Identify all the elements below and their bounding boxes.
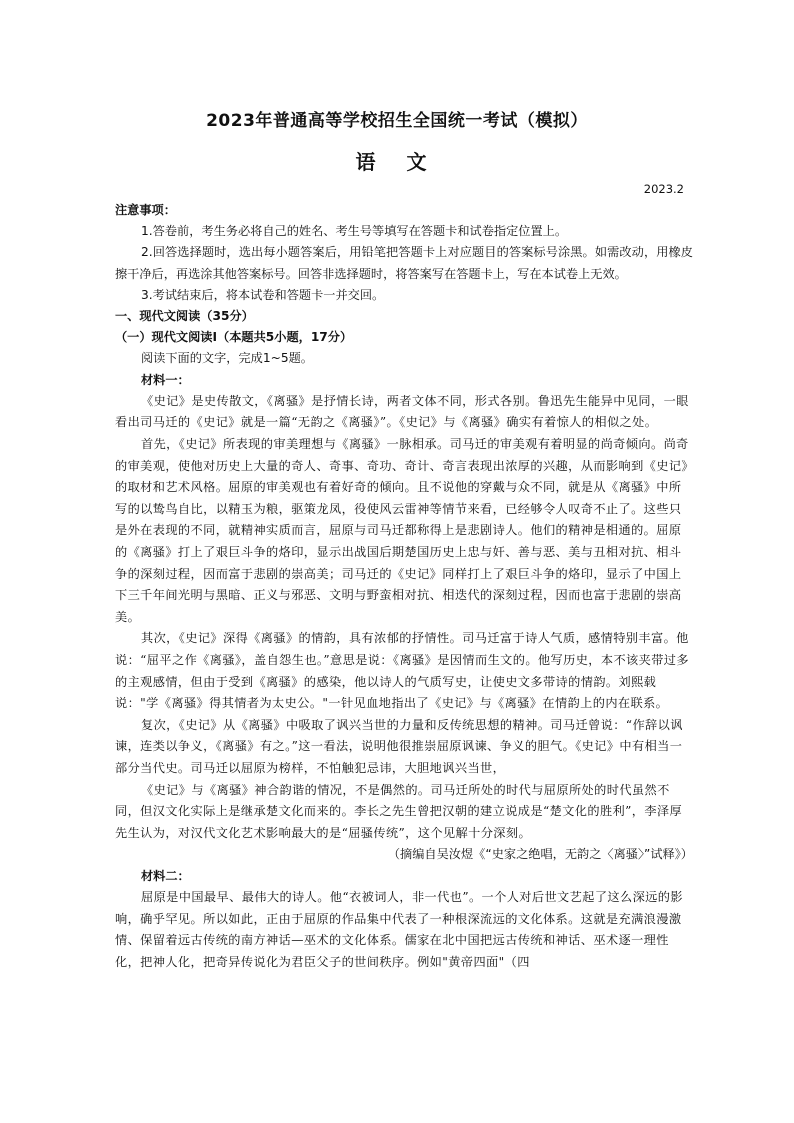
material-1-paragraph: 《史记》是史传散文，《离骚》是抒情长诗，两者文体不同，形式各别。鲁迅先生能异中见同，一眼看出司马迁的《史记》就是一篇“无韵之《离骚》”。《史记》与《离骚》确实有着惊人的相似之处。 [115, 393, 689, 430]
exam-content [115, 200, 693, 973]
subject-title: 语 文 [355, 150, 439, 174]
notice-item-3: 3.考试结束后，将本试卷和答题卡一并交回。 [141, 287, 385, 302]
material-1-source: （摘编自吴汝煜《“史家之绝唱，无韵之〈离骚〉”试释》） [387, 847, 693, 862]
material-1-paragraph: 《史记》与《离骚》神合韵谐的情况，不是偶然的。司马迁所处的时代与屈原所处的时代虽然不同，但汉文化实际上是继承楚文化而来的。李长之先生曾把汉朝的建立说成是“楚文化的胜利”，李泽厚先生认为，对汉代文化艺术影响最大的是“屈骚传统”，这个见解十分深刻。 [115, 782, 683, 840]
material-1-paragraph: 首先，《史记》所表现的审美理想与《离骚》一脉相承。司马迁的审美观有着明显的尚奇倾向。尚奇的审美观，使他对历史上大量的奇人、奇事、奇功、奇计、奇言表现出浓厚的兴趣，从而影响到《史记》的取材和艺术风格。屈原的审美观也有着好奇的倾向。且不说他的穿戴与众不同，就是从《离骚》中所写的以鸷鸟自比，以精玉为粮，驱策龙凤，役使风云雷神等情节来看，已经够令人叹奇不止了。这些只是外在表现的不同，就精神实质而言，屈原与司马迁都称得上是悲剧诗人。他们的精神是相通的。屈原的《离骚》打上了艰巨斗争的烙印，显示出战国后期楚国历史上忠与奸、善与恶、美与丑相对抗、相斗争的深刻过程，因而富于悲剧的崇高美；司马迁的《史记》同样打上了艰巨斗争的烙印，显示了中国上下三千年间光明与黑暗、正义与邪恶、文明与野蛮相对抗、相迭代的深刻过程，因而也富于悲剧的崇高美。 [115, 437, 689, 624]
material-1-label: 材料一： [141, 372, 190, 387]
notice-item-1: 1.答卷前，考生务必将自己的姓名、考生号等填写在答题卡和试卷指定位置上。 [141, 224, 568, 239]
section-heading: 一、现代文阅读（35分） [115, 309, 254, 324]
material-2-paragraph: 屈原是中国最早、最伟大的诗人。他“衣被词人，非一代也”。一个人对后世文艺起了这么深远的影响，确乎罕见。所以如此，正由于屈原的作品集中代表了一种根深流远的文化体系。这就是充满浪漫激情、保留着远古传统的南方神话—巫术的文化体系。儒家在北中国把远古传统和神话、巫术逐一理性化，把神人化，把奇异传说化为君臣父子的世间秩序。例如"黄帝四面"（四 [115, 890, 683, 969]
material-1-paragraph: 复次，《史记》从《离骚》中吸取了讽兴当世的力量和反传统思想的精神。司马迁曾说：“作辞以讽谏，连类以争义，《离骚》有之。”这一看法，说明他很推崇屈原讽谏、争义的胆气。《史记》中有相当一部分当代史。司马迁以屈原为榜样，不怕触犯忌讳，大胆地讽兴当世， [115, 717, 683, 775]
subsection-heading: （一）现代文阅读Ⅰ（本题共5小题，17分） [115, 330, 353, 345]
exam-title: 2023年普通高等学校招生全国统一考试（模拟） [206, 111, 588, 131]
exam-date: 2023.2 [643, 182, 684, 196]
material-1-paragraph: 其次，《史记》深得《离骚》的情韵，具有浓郁的抒情性。司马迁富于诗人气质，感情特别丰富。他说：“屈平之作《离骚》，盖自怨生也。”意思是说：《离骚》是因情而生文的。他写历史，本不该夹带过多的主观感情，但由于受到《离骚》的感染，他以诗人的气质写史，让使史文多带诗的情韵。刘熙载说："学《离骚》得其情者为太史公。"一针见血地指出了《史记》与《离骚》在情韵上的内在联系。 [115, 631, 689, 711]
reading-instruction: 阅读下面的文字，完成1~5题。 [141, 351, 313, 366]
notice-heading: 注意事项： [115, 203, 176, 217]
material-2-label: 材料二： [141, 868, 190, 883]
notice-item-2: 2.回答选择题时，选出每小题答案后，用铅笔把答题卡上对应题目的答案标号涂黑。如需改动，用橡皮擦干净后，再选涂其他答案标号。回答非选择题时，将答案写在答题卡上，写在本试卷上无效。 [115, 245, 693, 281]
